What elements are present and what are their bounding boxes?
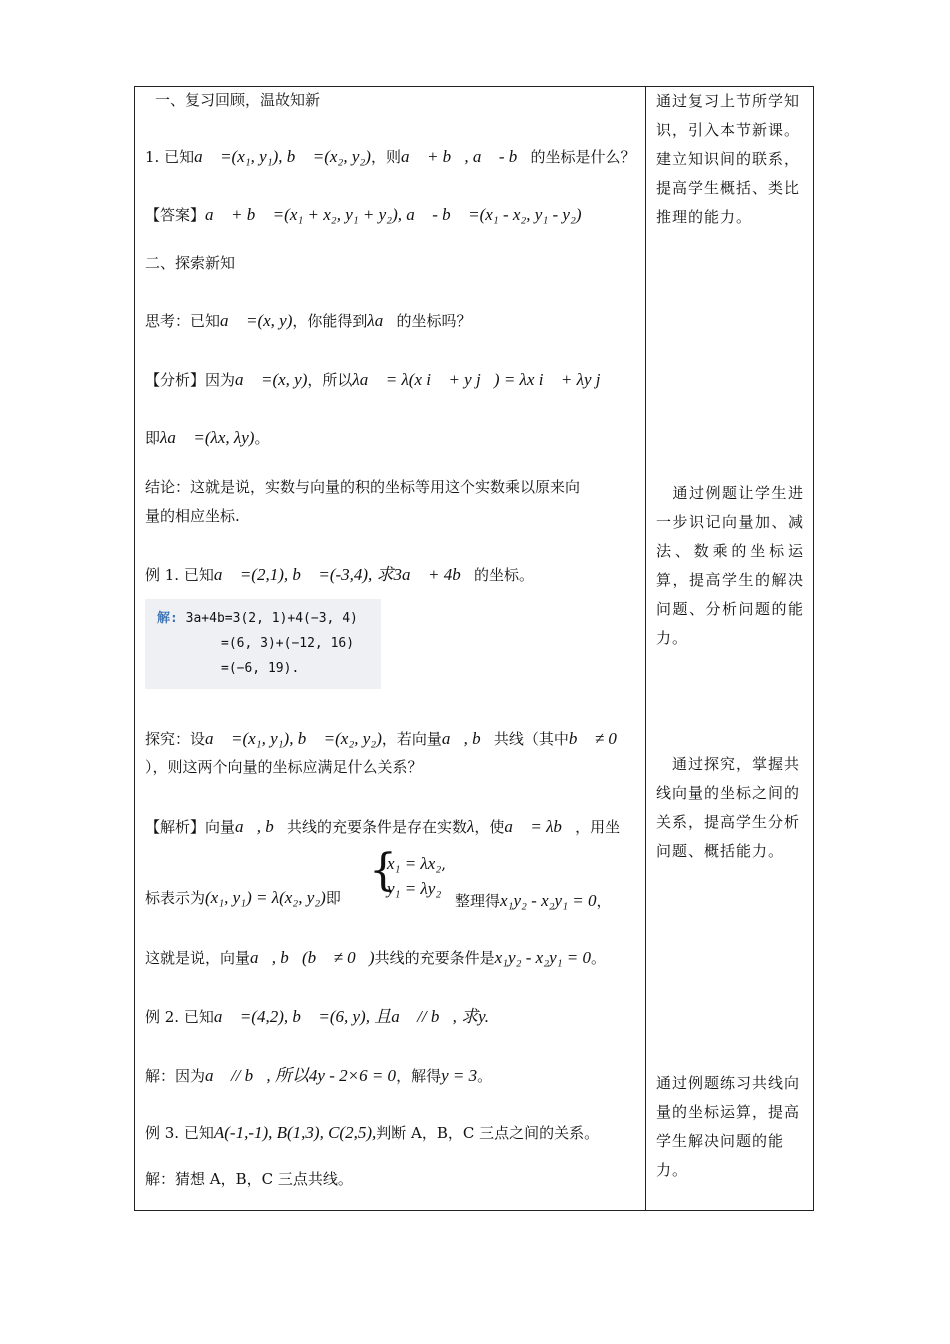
conclusion-line-2: 量的相应坐标.	[145, 507, 240, 525]
solution-line-2: =(6, 3)+(−12, 16)	[221, 636, 355, 651]
q1-math-given: a⃗ =(x₁, y₁), b⃗ =(x₂, y₂)	[194, 147, 371, 166]
example2-line	[145, 1007, 489, 1027]
solution-expr-1: 3a+4b=3(2, 1)+4(−3, 4)	[185, 611, 358, 626]
ex3-math: A(-1,-1), B(1,3), C(2,5),	[213, 1123, 377, 1142]
answer-label: 【答案】	[145, 206, 206, 224]
system-eq-1: x₁ = λx₂	[387, 854, 442, 873]
jiexi3-mid: 共线的充要条件是	[374, 949, 495, 967]
example2-solution-line	[145, 1066, 492, 1086]
jiexi-math-a-eq: a⃗ = λb⃗	[504, 817, 576, 836]
ji-post: 。	[254, 429, 270, 447]
ex1-prefix: 例 1. 已知	[145, 566, 214, 584]
answer-math: a⃗ + b⃗ =(x₁ + x₂, y₁ + y₂), a⃗ - b⃗ =(x₁ - x₂, y₁ - y₂)	[205, 205, 582, 224]
jiexi-mid: 共线的充要条件是存在实数	[286, 818, 467, 836]
ji-prefix: 即	[145, 429, 161, 447]
think-line	[145, 311, 472, 331]
analysis-label: 【分析】因为	[145, 371, 236, 389]
ji-line	[145, 428, 269, 448]
ex2s-math-result: y = 3	[441, 1066, 478, 1085]
column-divider	[645, 87, 646, 1210]
ex2-prefix: 例 2. 已知	[145, 1008, 214, 1026]
solution-line-3: =(−6, 19).	[221, 661, 300, 676]
jiexi3-math-cond: x₁y₂ - x₂y₁ = 0	[494, 948, 592, 967]
conclusion-line-1: 结论：这就是说，实数与向量的积的坐标等用这个实数乘以原来向	[145, 478, 581, 496]
note-example: 通过例题让学生进一步识记向量加、减法、数乘的坐标运算，提高学生的解决问题、分析问题的能力。	[656, 484, 804, 647]
note-review: 通过复习上节所学知识，引入本节新课。建立知识间的联系，提高学生概括、类比推理的能力。	[656, 92, 801, 226]
think-prefix: 思考：已知	[145, 312, 221, 330]
section1-title: 一、复习回顾，温故知新	[155, 91, 321, 109]
jiexi-post: ，用坐	[575, 818, 621, 836]
analysis-math-a: a⃗ =(x, y)	[235, 370, 308, 389]
jiexi-mid2: ，使	[474, 818, 505, 836]
jiexi-lambda: λ	[466, 817, 475, 836]
ex1-post: 的坐标。	[473, 566, 534, 584]
solution-line-1	[157, 609, 358, 629]
ji-math: λa⃗ =(λx, λy)	[160, 428, 255, 447]
explore-line-1	[145, 729, 630, 749]
q1-mid: ，则	[370, 148, 401, 166]
think-post: 的坐标吗？	[396, 312, 472, 330]
analysis-math-expansion: λa⃗ = λ(x i⃗ + y j⃗) = λx i⃗ + λy j⃗	[352, 370, 614, 389]
jiexi-line-1	[145, 817, 620, 837]
jiexi-line-2	[145, 888, 341, 908]
analysis-mid: ，所以	[307, 371, 353, 389]
jiexi2-math-result: x₁y₂ - x₂y₁ = 0	[500, 891, 597, 910]
ex2s-post: 。	[477, 1067, 493, 1085]
system-eq-2: y₁ = λy₂	[387, 879, 442, 898]
explore-math-given: a⃗ =(x₁, y₁), b⃗ =(x₂, y₂)	[205, 729, 382, 748]
explore-mid: ，若向量	[381, 730, 442, 748]
explore-prefix: 探究：设	[145, 730, 206, 748]
q1-math-ask: a⃗ + b⃗, a⃗ - b⃗	[400, 147, 531, 166]
jiexi2-ji: 即	[325, 889, 341, 907]
jiexi-line-2-tail	[455, 891, 612, 911]
jiexi-label: 【解析】向量	[145, 818, 236, 836]
q1-prefix: 1. 已知	[145, 148, 195, 166]
jiexi-line-3	[145, 948, 606, 968]
ex3-post: 判断 A，B，C 三点之间的关系。	[376, 1124, 600, 1142]
ex2-math: a⃗ =(4,2), b⃗ =(6, y), 且a⃗ // b⃗, 求y.	[213, 1007, 489, 1026]
explore-line-2: ），则这两个向量的坐标应满足什么关系？	[145, 758, 423, 776]
ex1-math: a⃗ =(2,1), b⃗ =(-3,4), 求3a⃗ + 4b⃗	[213, 565, 474, 584]
question1-line	[145, 147, 636, 167]
section2-title: 二、探索新知	[145, 254, 236, 272]
think-math-a: a⃗ =(x, y)	[220, 311, 293, 330]
explore-mid2: 共线（其中	[493, 730, 569, 748]
example3-line	[145, 1123, 599, 1143]
jiexi2-prefix: 标表示为	[145, 889, 206, 907]
system-line-1: x₁ = λx₂,	[387, 854, 447, 873]
example1-line	[145, 565, 534, 585]
think-mid: ，你能得到	[292, 312, 368, 330]
jiexi-math-ab: a⃗, b⃗	[235, 817, 287, 836]
system-line-2	[387, 879, 441, 899]
ex3-prefix: 例 3. 已知	[145, 1124, 214, 1142]
analysis-line	[145, 370, 614, 390]
ex2s-mid: ，解得	[396, 1067, 442, 1085]
note-practice: 通过例题练习共线向量的坐标运算，提高学生解决问题的能力。	[656, 1074, 801, 1179]
ex2s-math-eq: a⃗ // b⃗, 所以4y - 2×6 = 0	[205, 1066, 397, 1085]
jiexi3-post: 。	[591, 949, 607, 967]
jiexi2-math-coord: (x₁, y₁) = λ(x₂, y₂)	[205, 888, 326, 907]
note-explore: 通过探究，掌握共线向量的坐标之间的关系，提高学生分析问题、概括能力。	[656, 755, 801, 860]
example3-solution-line: 解：猜想 A，B，C 三点共线。	[145, 1170, 353, 1188]
think-math-lambda-a: λa⃗	[367, 311, 397, 330]
ex2s-prefix: 解：因为	[145, 1067, 206, 1085]
explore-math-nonzero: b⃗ ≠ 0⃗	[568, 729, 631, 748]
q1-post: 的坐标是什么？	[530, 148, 636, 166]
example1-solution-image	[145, 599, 381, 689]
jiexi2-post: ，	[596, 892, 612, 910]
lesson-table	[134, 86, 814, 1211]
jiexi3-math-ab: a⃗, b⃗(b⃗ ≠ 0⃗)	[250, 948, 375, 967]
jiexi2-mid: 整理得	[455, 892, 501, 910]
jiexi3-prefix: 这就是说，向量	[145, 949, 251, 967]
explore-math-ab: a⃗, b⃗	[441, 729, 494, 748]
answer-line	[145, 205, 582, 225]
equation-system-brace: {	[369, 845, 397, 896]
solution-label: 解:	[157, 611, 178, 626]
